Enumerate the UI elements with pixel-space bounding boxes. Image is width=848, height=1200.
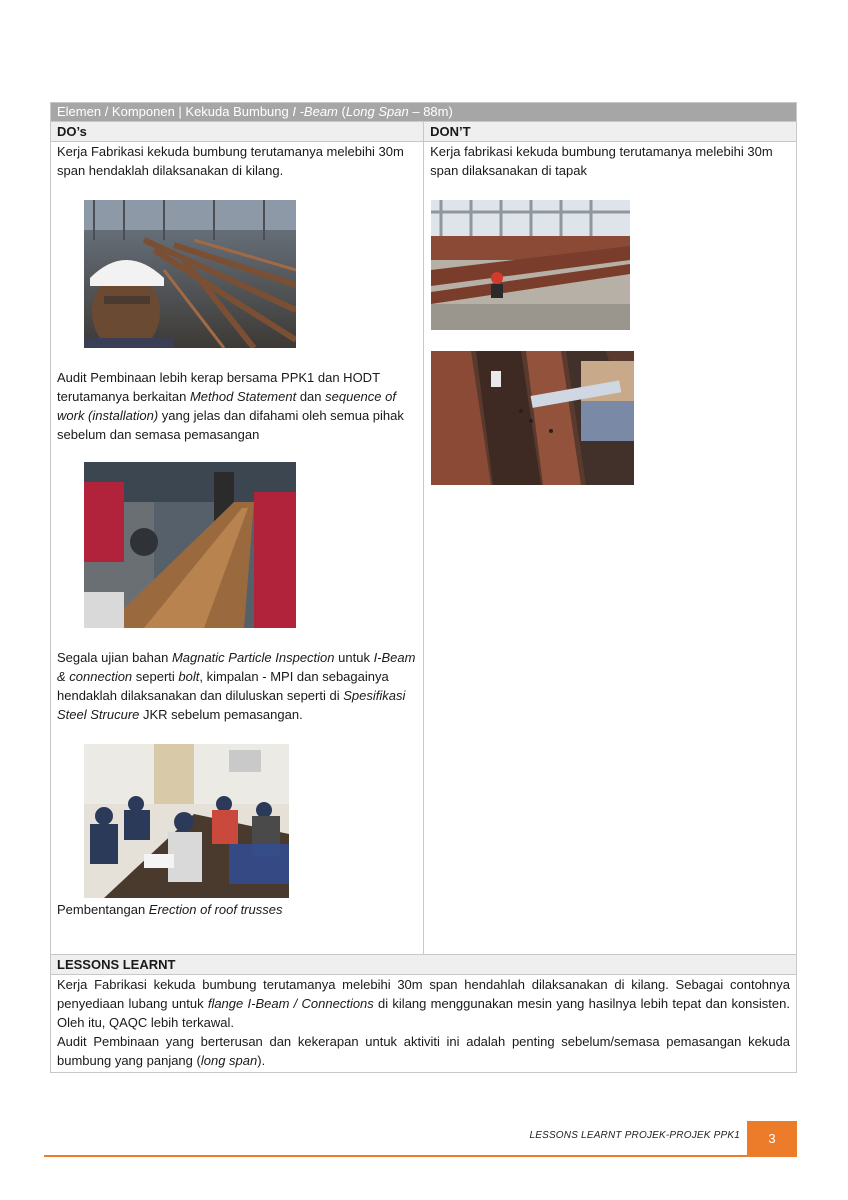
dos-p3-text-c: seperti: [132, 669, 179, 684]
title-long-span: Long Span: [345, 104, 409, 119]
dos-p2-text-a: Audit Pembinaan lebih kerap bersama PPK1 dan HODT terutamanya berkaitan: [57, 370, 380, 404]
dos-p3-ibeam-connection: I-Beam & connection: [57, 650, 416, 684]
dos-p4-text: Pembentangan: [57, 902, 149, 917]
donts-cell: [424, 142, 797, 955]
lessons-paragraph-1: [57, 975, 790, 1032]
donts-header: DON’T: [424, 122, 797, 142]
lessons-p2-text-a: Audit Pembinaan yang berterusan dan kekerapan untuk aktiviti ini adalah penting sebelum/semasa pemasangan kekuda bumbung yang panjang (: [57, 1034, 790, 1068]
dos-paragraph-1: Kerja Fabrikasi kekuda bumbung terutamanya melebihi 30m span hendaklah dilaksanakan di kilang.: [57, 144, 404, 178]
photo-site-fabrication: [431, 200, 630, 330]
dos-p3-text-e: JKR sebelum pemasangan.: [139, 707, 303, 722]
photo-drilling-machine: [84, 462, 296, 628]
footer-title: LESSONS LEARNT PROJEK-PROJEK PPK1: [529, 1130, 740, 1141]
lessons-label: LESSONS LEARNT: [51, 955, 797, 975]
title-paren: (: [337, 104, 346, 119]
photo-meeting-room: [84, 744, 289, 898]
element-title: [51, 103, 797, 122]
dos-p2-sequence: sequence of work (installation): [57, 389, 396, 423]
dos-p3-specification: Spesifikasi Steel Strucure: [57, 688, 406, 722]
dos-p3-text-a: Segala ujian bahan: [57, 650, 172, 665]
lessons-p1-flange: flange I-Beam / Connections: [207, 996, 374, 1011]
dos-p3-text-b: untuk: [334, 650, 374, 665]
dos-paragraph-3: [57, 648, 417, 724]
lessons-row: [51, 975, 797, 1073]
photo-fabrication-factory: [84, 200, 296, 348]
content-row: [51, 142, 797, 955]
dos-p3-text-d: , kimpalan - MPI dan sebagainya hendaklah dilaksanakan dan diluluskan seperti di: [57, 669, 389, 703]
lessons-table: [50, 102, 797, 1073]
title-text: Elemen / Komponen | Kekuda Bumbung: [57, 104, 293, 119]
column-header-row: [51, 122, 797, 142]
footer-rule: [44, 1155, 797, 1157]
dos-paragraph-2: [57, 368, 417, 444]
lessons-header-row: [51, 955, 797, 975]
page-number: 3: [747, 1121, 797, 1157]
dos-header: DO’s: [51, 122, 424, 142]
title-length: – 88m): [408, 104, 453, 119]
dos-p3-mpi: Magnatic Particle Inspection: [171, 650, 335, 665]
dos-p2-text-c: yang jelas dan difahami oleh semua pihak sebelum dan semasa pemasangan: [57, 408, 404, 442]
lessons-p2-long-span: long span: [200, 1053, 258, 1068]
title-ibeam: I -Beam: [292, 104, 338, 119]
dos-p3-bolt: bolt: [178, 669, 200, 684]
photo-site-welding: [431, 351, 634, 485]
lessons-p1-text-b: di kilang menggunakan mesin yang hasilnya lebih tepat dan konsisten. Oleh itu, QAQC lebih terkawal.: [57, 996, 790, 1030]
dos-paragraph-4: [57, 900, 417, 919]
dos-cell: [51, 142, 424, 955]
dos-p4-erection: Erection of roof trusses: [148, 902, 283, 917]
table-header-row: [51, 103, 797, 122]
lessons-paragraph-2: [57, 1032, 790, 1070]
lessons-cell: [51, 975, 797, 1073]
lessons-p1-text-a: Kerja Fabrikasi kekuda bumbung terutamanya melebihi 30m span hendahlah dilaksanakan di kilang. Sebagai contohnya penyediaan lubang untuk: [57, 977, 790, 1011]
dos-p2-method-statement: Method Statement: [189, 389, 297, 404]
donts-paragraph-1: Kerja fabrikasi kekuda bumbung terutamanya melebihi 30m span dilaksanakan di tapak: [430, 144, 773, 178]
lessons-p2-text-b: ).: [257, 1053, 266, 1068]
dos-p2-text-b: dan: [296, 389, 326, 404]
